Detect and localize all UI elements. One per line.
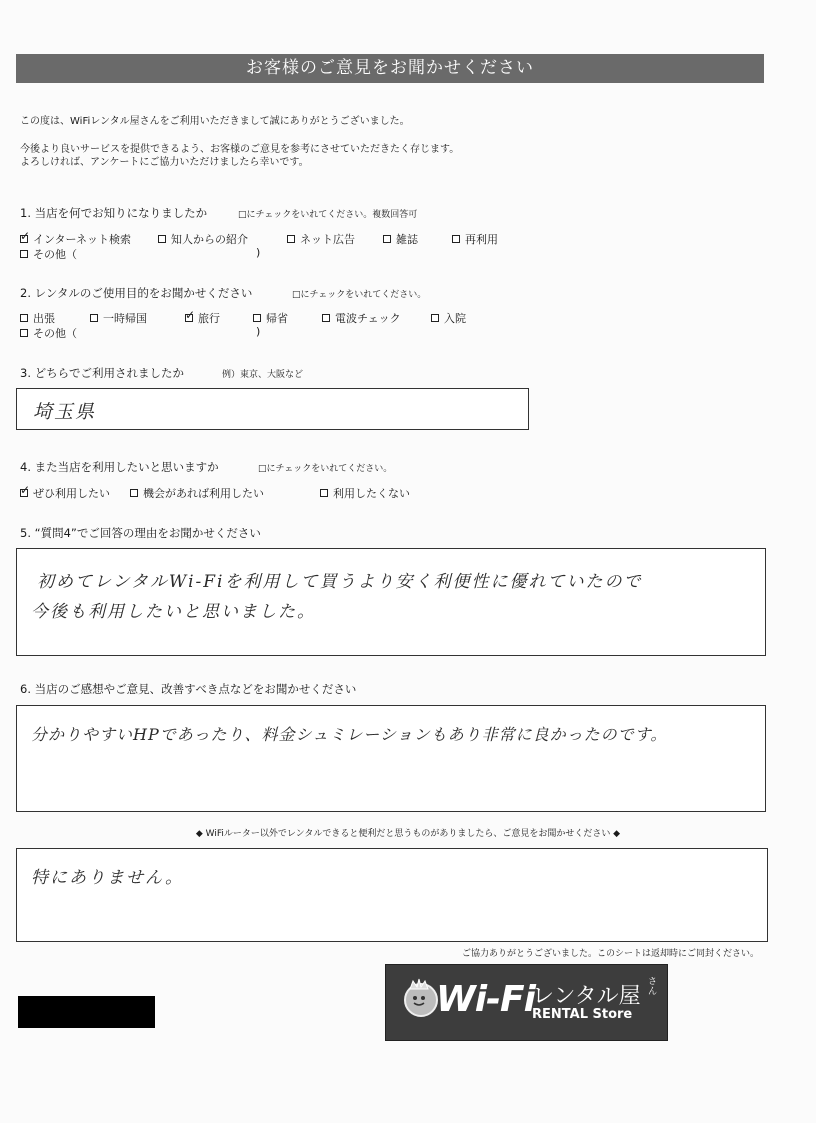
q3-answer-field[interactable] [16, 388, 529, 430]
checkbox-icon[interactable] [287, 235, 295, 243]
intro-line-3: よろしければ、アンケートにご協力いただけましたら幸いです。 [20, 157, 309, 168]
q2-option-signal-check[interactable]: 電波チェック [322, 310, 401, 326]
q1-option-magazine[interactable]: 雑誌 [383, 231, 418, 247]
q6-answer-field[interactable] [16, 705, 766, 812]
redacted-block [18, 996, 155, 1028]
q2-note: □にチェックをいれてください。 [292, 290, 427, 300]
logo-english-text: RENTAL Store [532, 1007, 633, 1022]
checkbox-icon[interactable] [90, 314, 98, 322]
footer-thanks: ご協力ありがとうございました。このシートは返却時にご同封ください。 [462, 949, 760, 959]
checkbox-checked-icon[interactable] [185, 314, 193, 322]
q4-option-definitely[interactable]: ✓ ぜひ利用したい [20, 485, 110, 501]
checkbox-checked-icon[interactable] [20, 489, 28, 497]
q1-option-reuse[interactable]: 再利用 [452, 231, 498, 247]
q1-note: □にチェックをいれてください。複数回答可 [238, 210, 418, 220]
logo-san-text: さん [648, 977, 658, 997]
q2-other-close: ) [256, 325, 261, 338]
q1-option-net-ad[interactable]: ネット広告 [287, 231, 355, 247]
q6-handwritten-answer: 分かりやすいHPであったり、料金シュミレーションもあり非常に良かったのです。 [31, 725, 668, 744]
q2-option-homecoming[interactable]: 帰省 [253, 310, 288, 326]
checkbox-icon[interactable] [322, 314, 330, 322]
q5-handwritten-line-1: 初めてレンタルWi-Fiを利用して買うより安く利便性に優れていたので [37, 572, 643, 592]
logo-japanese-text: レンタル屋 [532, 984, 641, 1009]
intro-line-2: 今後より良いサービスを提供できるよう、お客様のご意見を参考にさせていただきたく存じます。 [20, 144, 460, 155]
q1-option-other[interactable]: その他（ [20, 246, 77, 262]
q4-option-no[interactable]: 利用したくない [320, 485, 410, 501]
checkbox-icon[interactable] [20, 250, 28, 258]
checkbox-icon[interactable] [383, 235, 391, 243]
checkbox-icon[interactable] [320, 489, 328, 497]
checkbox-icon[interactable] [253, 314, 261, 322]
checkbox-icon[interactable] [20, 329, 28, 337]
q2-option-travel[interactable]: ✓ 旅行 [185, 310, 220, 326]
q6-title: 6. 当店のご感想やご意見、改善すべき点などをお聞かせください [20, 682, 357, 696]
intro-line-1: この度は、WiFiレンタル屋さんをご利用いただきまして誠にありがとうございました。 [20, 116, 410, 127]
checkbox-icon[interactable] [158, 235, 166, 243]
q2-option-temporary-return[interactable]: 一時帰国 [90, 310, 147, 326]
q3-note: 例）東京、大阪など [222, 370, 304, 380]
checkbox-icon[interactable] [20, 314, 28, 322]
q1-title: 1. 当店を何でお知りになりましたか [20, 206, 208, 220]
q5-answer-field[interactable] [16, 548, 766, 656]
q2-option-other[interactable]: その他（ [20, 325, 77, 341]
q4-title: 4. また当店を利用したいと思いますか [20, 460, 219, 474]
q2-title: 2. レンタルのご使用目的をお聞かせください [20, 286, 253, 300]
q2-option-business[interactable]: 出張 [20, 310, 55, 326]
q1-option-internet[interactable]: ✓ インターネット検索 [20, 231, 131, 247]
q7-title: ◆ WiFiルーター以外でレンタルできると便利だと思うものがありましたら、ご意見をお聞かせください ◆ [195, 829, 621, 839]
survey-title: お客様のご意見をお聞かせください [16, 54, 764, 83]
q4-option-if-opportunity[interactable]: 機会があれば利用したい [130, 485, 264, 501]
brand-logo [385, 964, 668, 1041]
checkbox-checked-icon[interactable] [20, 235, 28, 243]
crown-mascot-icon [404, 983, 438, 1017]
q2-option-hospital[interactable]: 入院 [431, 310, 466, 326]
q5-title: 5. “質問4”でご回答の理由をお聞かせください [20, 526, 261, 540]
checkbox-icon[interactable] [130, 489, 138, 497]
q1-option-referral[interactable]: 知人からの紹介 [158, 231, 248, 247]
checkbox-icon[interactable] [431, 314, 439, 322]
logo-wifi-text: Wi-Fi [436, 979, 535, 1020]
q7-handwritten-answer: 特にありません。 [31, 868, 185, 888]
q3-title: 3. どちらでご利用されましたか [20, 366, 185, 380]
checkbox-icon[interactable] [452, 235, 460, 243]
q1-other-close: ) [256, 246, 261, 259]
q5-handwritten-line-2: 今後も利用したいと思いました。 [31, 602, 316, 622]
q7-answer-field[interactable] [16, 848, 768, 942]
q3-handwritten-answer: 埼玉県 [33, 401, 97, 423]
q4-note: □にチェックをいれてください。 [258, 464, 393, 474]
